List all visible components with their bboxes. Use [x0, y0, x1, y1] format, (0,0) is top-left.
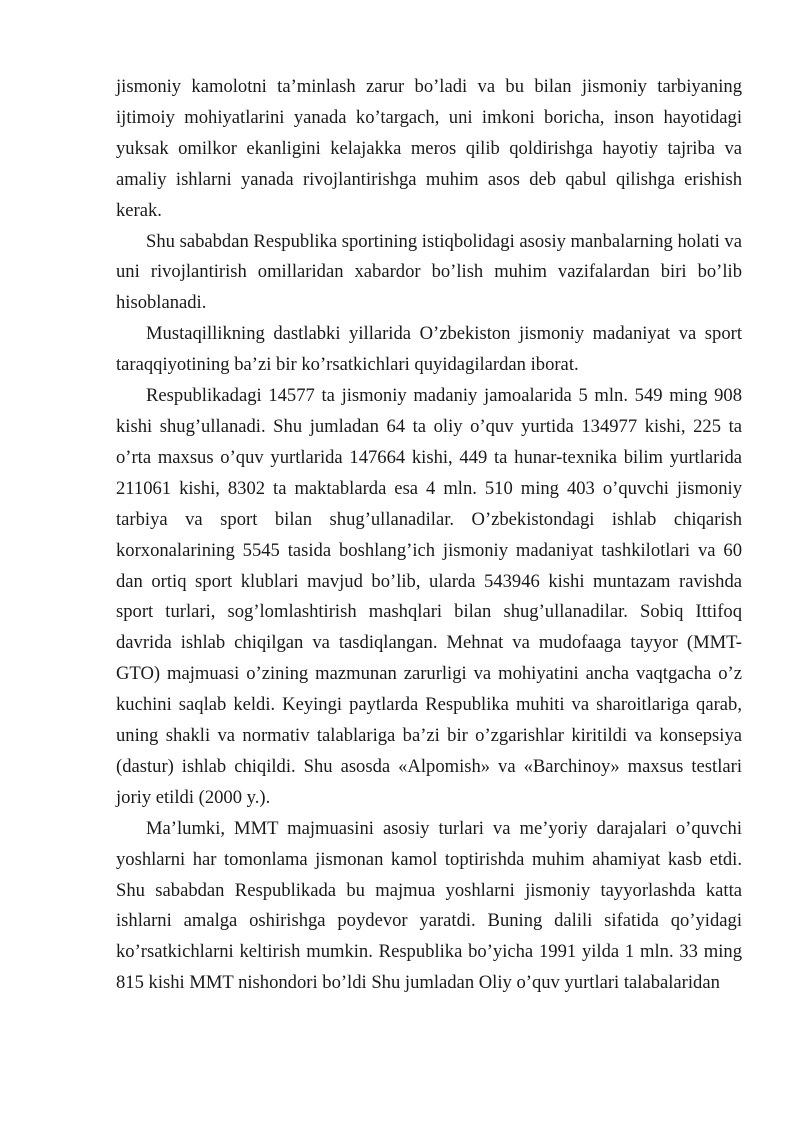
paragraph-1: jismoniy kamolotni ta’minlash zarur bo’ladi va bu bilan jismoniy tarbiyaning ijtimoiy mohiyatlarini yanada ko’targach, uni imkoni boricha, inson hayotidagi yuksak omilkor ekanligini kelajakka meros qilib qoldirishga hayotiy tajriba va amaliy ishlarni yanada rivojlantirishga muhim asos deb qabul qilishga erishish kerak.: [116, 76, 742, 221]
paragraph-4: Respublikadagi 14577 ta jismoniy madaniy jamoalarida 5 mln. 549 ming 908 kishi shug’ullanadi. Shu jumladan 64 ta oliy o’quv yurtida 134977 kishi, 225 ta o’rta maxsus o’quv yurtlarida 147664 kishi, 449 ta hunar-texnika bilim yurtlarida 211061 kishi, 8302 ta maktablarda esa 4 mln. 510 ming 403 o’quvchi jismoniy tarbiya va sport bilan shug’ullanadilar. O’zbekistondagi ishlab chiqarish korxonalarining 5545 tasida boshlang’ich jismoniy madaniyat tashkilotlari va 60 dan ortiq sport klublari mavjud bo’lib, ularda 543946 kishi muntazam ravishda sport turlari, sog’lomlashtirish mashqlari bilan shug’ullanadilar. Sobiq Ittifoq davrida ishlab chiqilgan va tasdiqlangan. Mehnat va mudofaaga tayyor (MMT-GTO) majmuasi o’zining mazmunan zarurligi va mohiyatini ancha vaqtgacha o’z kuchini saqlab keldi. Keyingi paytlarda Respublika muhiti va sharoitlariga qarab, uning shakli va normativ talablariga ba’zi bir o’zgarishlar kiritildi va konsepsiya (dastur) ishlab chiqildi. Shu asosda «Alpomish» va «Barchinoy» maxsus testlari joriy etildi (2000 y.).: [116, 385, 742, 808]
paragraph-5: Ma’lumki, MMT majmuasini asosiy turlari va me’yoriy darajalari o’quvchi yoshlarni har tomonlama jismonan kamol toptirishda muhim ahamiyat kasb etdi. Shu sababdan Respublikada bu majmua yoshlarni jismoniy tayyorlashda katta ishlarni amalga oshirishga poydevor yaratdi. Buning dalili sifatida qo’yidagi ko’rsatkichlarni keltirish mumkin. Respublika bo’yicha 1991 yilda 1 mln. 33 ming 815 kishi MMT nishondori bo’ldi Shu jumladan Oliy o’quv yurtlari talabalaridan: [116, 817, 742, 994]
paragraph-2: Shu sababdan Respublika sportining istiqbolidagi asosiy manbalarning holati va uni rivojlantirish omillaridan xabardor bo’lish muhim vazifalardan biri bo’lib hisoblanadi.: [116, 230, 742, 314]
document-page: [116, 72, 742, 999]
paragraph-3: Mustaqillikning dastlabki yillarida O’zbekiston jismoniy madaniyat va sport taraqqiyotining ba’zi bir ko’rsatkichlari quyidagilardan iborat.: [116, 323, 742, 376]
